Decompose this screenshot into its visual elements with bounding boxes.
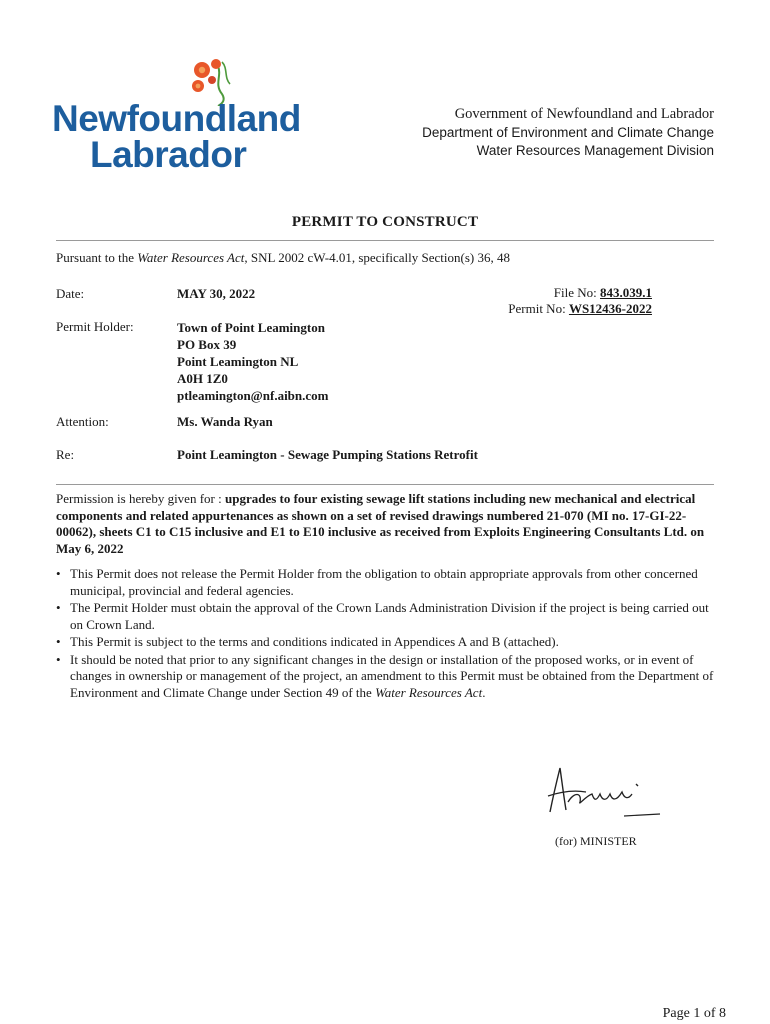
government-logo: [52, 58, 301, 176]
date-value: MAY 30, 2022: [177, 286, 256, 301]
divider: [56, 240, 714, 241]
permit-number: [508, 301, 652, 317]
list-item: [56, 652, 716, 702]
bullet-icon: •: [56, 600, 61, 615]
signature-icon: [540, 762, 664, 824]
page-number: Page 1 of 8: [662, 1006, 726, 1021]
file-number-value: 843.039.1: [600, 285, 652, 300]
list-item: [56, 634, 716, 651]
list-item: [56, 600, 716, 633]
department-name: Department of Environment and Climate Change: [422, 125, 714, 140]
division-name: Water Resources Management Division: [476, 143, 714, 158]
attention-label: Attention:: [56, 414, 109, 429]
permit-holder-label: Permit Holder:: [56, 319, 134, 334]
attention-value: Ms. Wanda Ryan: [177, 414, 273, 429]
re-value: Point Leamington - Sewage Pumping Stations Retrofit: [177, 447, 478, 462]
re-label: Re:: [56, 447, 75, 462]
pursuant-prefix: Pursuant to the: [56, 250, 138, 265]
government-name: Government of Newfoundland and Labrador: [454, 106, 714, 122]
logo-wordmark-labrador: Labrador: [90, 134, 247, 175]
bullet-icon: •: [56, 651, 61, 667]
act-name: Water Resources Act: [137, 250, 245, 265]
act-name: Water Resources Act: [375, 684, 483, 700]
holder-postal-code: A0H 1Z0: [177, 371, 228, 386]
permit-number-value: WS12436-2022: [568, 301, 652, 316]
logo-wordmark-newfoundland: Newfoundland: [52, 98, 301, 139]
permission-prefix: Permission is hereby given for :: [56, 491, 225, 506]
condition-text: This Permit is subject to the terms and conditions indicated in Appendices A and B (attached).: [70, 634, 559, 649]
signature-caption: (for) MINISTER: [555, 834, 637, 848]
holder-name: Town of Point Leamington: [177, 320, 325, 335]
permission-body: upgrades to four existing sewage lift stations including new mechanical and electrical components and related appurtenances as shown on a set of revised drawings numbered 21-070 (MI no. 17-GI-22-00062), sheets C1 to C15 inclusive and E1 to E10 inclusive as received from Exploits Engineering Consultants Ltd. on May 6, 2022: [56, 491, 705, 556]
list-item: [56, 566, 716, 599]
pursuant-suffix: , SNL 2002 cW-4.01, specifically Section(s) 36, 48: [244, 250, 510, 265]
file-number: [554, 285, 652, 301]
bullet-icon: •: [56, 566, 61, 581]
conditions-list: [56, 566, 716, 702]
permit-number-label: Permit No:: [508, 301, 569, 316]
permit-holder-address: [177, 319, 329, 404]
file-number-label: File No:: [553, 285, 600, 300]
divider: [56, 484, 714, 485]
holder-email: ptleamington@nf.aibn.com: [177, 388, 329, 403]
holder-po-box: PO Box 39: [177, 337, 237, 352]
document-title: PERMIT TO CONSTRUCT: [291, 214, 479, 230]
condition-end: .: [482, 684, 486, 700]
permission-statement: [56, 491, 716, 557]
bullet-icon: •: [56, 634, 61, 649]
condition-text: This Permit does not release the Permit Holder from the obligation to obtain appropriate approvals from other concerned municipal, provincial and federal agencies.: [70, 566, 698, 598]
pursuant-statement: [56, 250, 510, 266]
condition-text: It should be noted that prior to any significant changes in the design or installation of the proposed works, or in event of changes in ownership or management of the project, an amendment to this Permit must be obtained from the Department of Environment and Climate Change under Section 49 of the: [70, 651, 714, 700]
condition-text: The Permit Holder must obtain the approval of the Crown Lands Administration Division if the project is being carried out on Crown Land.: [70, 600, 709, 632]
holder-city: Point Leamington NL: [177, 354, 299, 369]
date-label: Date:: [56, 286, 85, 301]
